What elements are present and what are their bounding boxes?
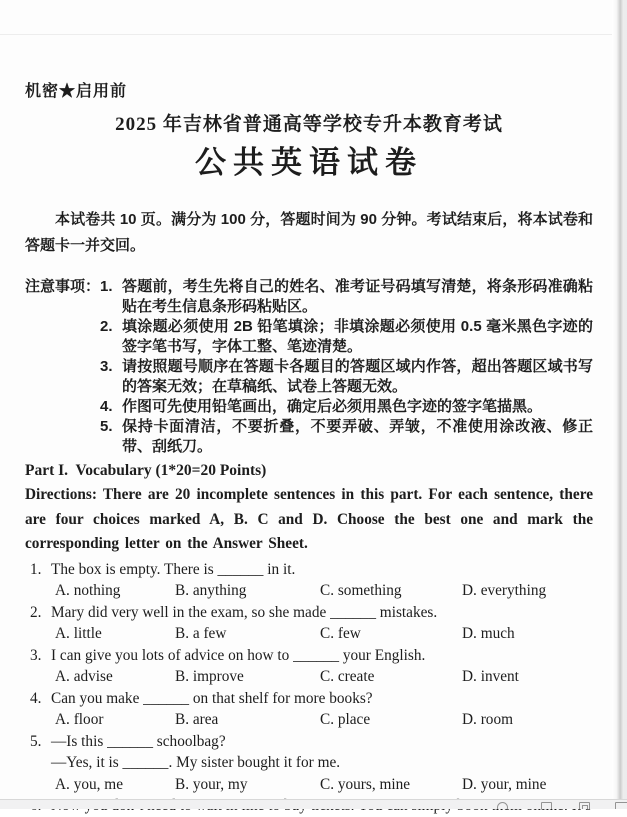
question-options — [55, 709, 593, 731]
question-2 — [25, 602, 593, 645]
notice-item-text: 请按照题号顺序在答题卡各题目的答题区域内作答，超出答题区域书写的答案无效；在草稿纸、试卷上答题无效。 — [122, 358, 593, 395]
sync-circle-icon[interactable] — [497, 802, 508, 809]
notice-item-number: 5. — [100, 418, 113, 435]
option-b: B. area — [175, 711, 219, 728]
confidential-label: 机密★启用前 — [25, 83, 128, 100]
option-b: B. improve — [175, 668, 244, 685]
option-a: A. nothing — [55, 582, 121, 599]
exam-intro-paragraph: 本试卷共 10 页。满分为 100 分，答题时间为 90 分钟。考试结束后，将本试卷和答题卡一并交回。 — [25, 211, 593, 254]
frame-icon[interactable] — [579, 802, 590, 809]
notice-item — [100, 277, 593, 317]
question-stem: —Is this ______ schoolbag? — [51, 732, 226, 750]
question-number: 3. — [30, 646, 42, 664]
question-5 — [25, 731, 593, 796]
question-stem: Mary did very well in the exam, so she made ______ mistakes. — [51, 603, 438, 621]
option-d: D. room — [462, 711, 513, 728]
question-options — [55, 580, 593, 602]
notice-item-number: 2. — [100, 318, 113, 335]
option-a: A. floor — [55, 711, 104, 728]
question-options — [55, 623, 593, 645]
question-number: 4. — [30, 689, 42, 707]
option-d: D. your, mine — [462, 775, 547, 793]
question-stem: I can give you lots of advice on how to ______ your English. — [51, 646, 426, 664]
notice-item — [100, 397, 593, 417]
option-c: C. place — [320, 711, 371, 728]
question-number: 1. — [30, 560, 42, 578]
save-icon[interactable] — [541, 802, 552, 809]
notice-item-text: 答题前，考生先将自己的姓名、准考证号码填写清楚，将条形码准确粘贴在考生信息条形码粘贴区。 — [122, 278, 593, 315]
question-1 — [25, 559, 593, 602]
question-4 — [25, 688, 593, 731]
notice-item-text: 作图可先使用铅笔画出，确定后必须用黑色字迹的签字笔描黑。 — [122, 398, 543, 415]
question-stem-line2: —Yes, it is ______. My sister bought it for me. — [51, 754, 341, 771]
notice-item-number: 4. — [100, 398, 113, 415]
option-d: D. invent — [462, 668, 519, 685]
option-a: A. advise — [55, 668, 113, 685]
question-stem: The box is empty. There is ______ in it. — [51, 560, 296, 578]
option-d: D. much — [462, 625, 515, 642]
question-options — [55, 666, 593, 688]
option-a: A. you, me — [55, 775, 123, 793]
notice-item-text: 保持卡面清洁，不要折叠，不要弄破、弄皱，不准使用涂改液、修正带、刮纸刀。 — [122, 418, 593, 455]
option-c: C. yours, mine — [320, 775, 411, 793]
notice-item — [100, 417, 593, 457]
notice-item-number: 1. — [100, 278, 113, 295]
part1-heading: Part I. Vocabulary (1*20=20 Points) — [25, 462, 267, 479]
viewer-toolbar — [0, 799, 627, 809]
question-number: 5. — [30, 732, 42, 750]
window-icon[interactable] — [615, 802, 627, 809]
option-c: C. create — [320, 668, 375, 685]
paper-title: 公共英语试卷 — [195, 145, 423, 180]
exam-title: 2025 年吉林省普通高等学校专升本教育考试 — [115, 114, 503, 135]
notice-item — [100, 317, 593, 357]
question-options — [55, 774, 593, 796]
option-c: C. something — [320, 582, 402, 599]
question-number: 2. — [30, 603, 42, 621]
notice-item-text: 填涂题必须使用 2B 铅笔填涂；非填涂题必须使用 0.5 毫米黑色字迹的签字笔书写，字体工整、笔迹清楚。 — [122, 318, 593, 355]
notice-label: 注意事项： — [25, 278, 101, 295]
part1-directions: Directions: There are 20 incomplete sentences in this part. For each sentence, there are four choices marked A, B. C and D. Choose the best one and mark the corresponding letter on the Answer Sheet. — [25, 486, 593, 552]
question-3 — [25, 645, 593, 688]
notice-item-number: 3. — [100, 358, 113, 375]
notice-section — [25, 277, 593, 457]
notice-item — [100, 357, 593, 397]
option-d: D. everything — [462, 582, 547, 599]
option-b: B. a few — [175, 625, 227, 642]
page-edge-shadow — [612, 0, 627, 800]
option-b: B. anything — [175, 582, 247, 599]
question-stem: Can you make ______ on that shelf for more books? — [51, 689, 373, 707]
option-b: B. your, my — [175, 775, 248, 793]
option-c: C. few — [320, 625, 361, 642]
option-a: A. little — [55, 625, 102, 642]
question-list — [25, 559, 593, 817]
